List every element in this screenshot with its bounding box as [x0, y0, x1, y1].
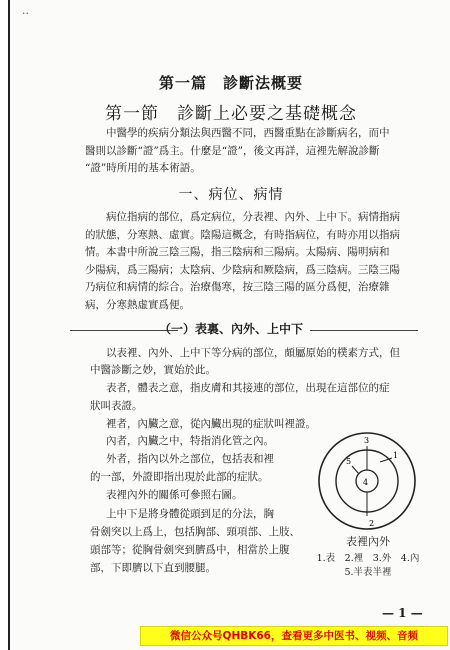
body-line: 狀叫表證。	[90, 400, 143, 412]
body-line: 上中下是將身體從頭到足的分法，胸	[106, 508, 274, 520]
body-line: 裡者，內臟之意，從內臟出現的症狀叫裡證。	[106, 418, 316, 430]
page-number: — 1 —	[382, 606, 423, 620]
promo-banner: 微信公众号QHBK66，查看更多中医书、视频、音频	[140, 626, 448, 646]
diagram-label-5: 5	[346, 457, 352, 466]
body-line: 的一部，外證即指出現於此部的症狀。	[90, 471, 269, 483]
body-line: 表裡內外的關係可參照右圖。	[106, 489, 243, 501]
section-line: 的狀態，分寒熱、虛實。陰陽這概念，有時指病位，有時亦用以指病	[85, 228, 400, 241]
diagram-caption: 表裡內外	[346, 535, 390, 548]
pointer-5	[352, 466, 359, 474]
intro-line: “證”時所用的基本術語。	[85, 162, 201, 174]
section-title: 一、病位、病情	[178, 187, 284, 203]
diagram-label-2: 2	[369, 519, 375, 528]
book-page	[8, 0, 450, 650]
diagram-legend-line2: 5.半表半裡	[344, 567, 392, 578]
section-line: 少陽病，爲三陽病；太陰病、少陰病和厥陰病，爲三陰病。三陰三陽	[85, 263, 400, 276]
body-line: 表者，體表之意，指皮膚和其接連的部位，出現在這部位的症	[106, 382, 390, 394]
section-paragraph	[85, 209, 435, 314]
diagram-label-3: 3	[364, 436, 370, 445]
diagram-legend-line1: 1.表 2.裡 3.外 4.內	[316, 553, 420, 564]
section-line: 情。本書中所說三陰三陽，指三陰病和三陽病。太陽病、陽明病和	[85, 246, 390, 258]
body-line: 內者，內臟之中，特指消化管之內。	[106, 435, 274, 447]
body-line: 骨劍突以上爲上，包括胸部、頸項部、上肢、	[90, 526, 300, 538]
chapter-title: 第一節 診斷上必要之基礎概念	[105, 104, 357, 124]
section-line: 乃病位和病情的綜合。治療傷寒，按三陰三陽的區分爲便，治療雜	[85, 281, 390, 293]
body-line: 頭部等；從胸骨劍突到臍爲中，相當於上腹	[90, 544, 290, 556]
subsection-title: （一）表裏、內外、上中下	[158, 322, 303, 336]
body-line: 以表裡、內外、上中下等分病的部位，頗屬原始的樸素方式，但	[106, 347, 400, 359]
concentric-circles-diagram	[316, 430, 418, 532]
intro-line: 中醫學的疾病分類法與西醫不同，西醫重點在診斷病名，而中	[106, 127, 390, 139]
intro-paragraph	[85, 125, 435, 178]
body-line: 中醫診斷之妙，實始於此。	[90, 364, 216, 376]
section-line: 病位指病的部位，爲定病位，分表裡、內外、上中下。病情指病	[106, 211, 400, 223]
body-line: 外者，指內以外之部位，包括表和裡	[106, 453, 274, 465]
subtitle-rule-right	[310, 330, 418, 331]
body-line: 部，下即臍以下直到腰腿。	[90, 562, 216, 574]
diagram-label-4: 4	[363, 478, 369, 487]
corner-mark: ..	[22, 4, 29, 17]
intro-line: 醫則以診斷“證”爲主。什麼是“證”，後文再詳，這裡先解說診斷	[85, 144, 380, 157]
part-title: 第一篇 診斷法概要	[158, 74, 303, 92]
diagram-label-1: 1	[393, 451, 399, 460]
section-line: 病，分寒熱虛實爲便。	[85, 298, 190, 311]
